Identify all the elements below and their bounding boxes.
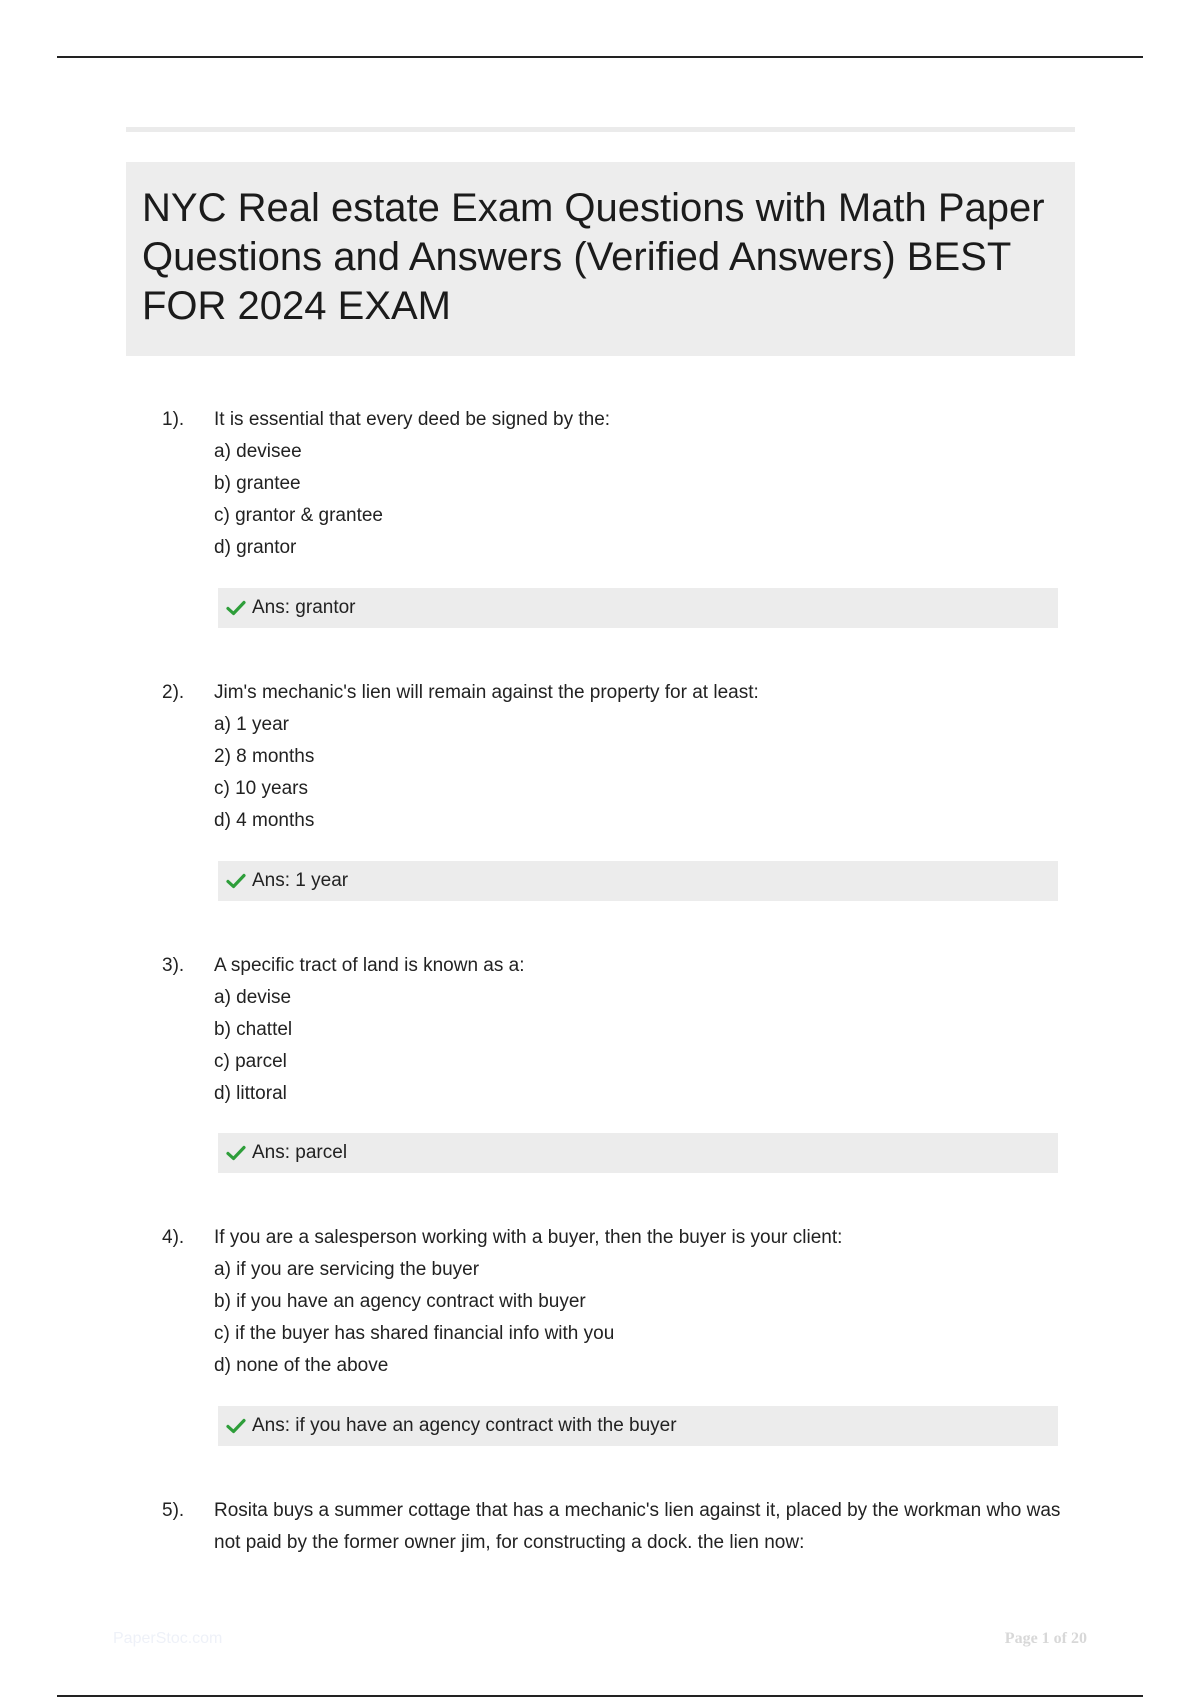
question-text: It is essential that every deed be signed by the: [214, 409, 611, 430]
question-number: 2). [162, 682, 185, 703]
question-body [214, 1499, 1074, 1559]
question-number: 4). [162, 1227, 185, 1248]
question-text: A specific tract of land is known as a: [214, 955, 525, 976]
option-b: b) if you have an agency contract with buyer [214, 1291, 586, 1312]
answer-box-2 [218, 861, 1058, 901]
option-a: a) if you are servicing the buyer [214, 1259, 480, 1280]
option-d: d) none of the above [214, 1355, 389, 1376]
question-text: Rosita buys a summer cottage that has a mechanic's lien against it, placed by the workman who was not paid by the former owner jim, for constructing a dock. the lien now: [214, 1500, 1061, 1553]
option-d: d) 4 months [214, 810, 315, 831]
option-b: b) chattel [214, 1019, 293, 1040]
option-a: a) 1 year [214, 714, 289, 735]
answer-text: Ans: parcel [252, 1142, 348, 1163]
check-icon [226, 1418, 246, 1434]
page-number: Page 1 of 20 [1004, 1630, 1087, 1647]
option-c: c) if the buyer has shared financial info with you [214, 1323, 615, 1344]
question-body [214, 954, 1074, 1110]
check-icon [226, 1145, 246, 1161]
question-text: Jim's mechanic's lien will remain against the property for at least: [214, 682, 759, 703]
option-d: d) littoral [214, 1083, 287, 1104]
option-c: c) grantor & grantee [214, 505, 383, 526]
answer-box-1 [218, 588, 1058, 628]
question-body [214, 408, 1074, 564]
answer-text: Ans: if you have an agency contract with the buyer [252, 1415, 677, 1436]
question-text: If you are a salesperson working with a buyer, then the buyer is your client: [214, 1227, 843, 1248]
option-b: b) grantee [214, 473, 301, 494]
question-number: 5). [162, 1500, 185, 1521]
option-c: c) 10 years [214, 778, 308, 799]
watermark-text: PaperStoc.com [113, 1630, 223, 1647]
check-icon [226, 600, 246, 616]
question-body [214, 681, 1074, 837]
answer-text: Ans: 1 year [252, 870, 349, 891]
option-c: c) parcel [214, 1051, 287, 1072]
answer-text: Ans: grantor [252, 597, 356, 618]
bottom-rule [57, 1695, 1143, 1697]
question-number: 1). [162, 409, 185, 430]
check-icon [226, 873, 246, 889]
answer-box-3 [218, 1133, 1058, 1173]
question-number: 3). [162, 955, 185, 976]
answer-box-4 [218, 1406, 1058, 1446]
document-title: NYC Real estate Exam Questions with Math Paper Questions and Answers (Verified Answers) BEST FOR 2024 EXAM [142, 186, 1045, 328]
option-b: 2) 8 months [214, 746, 315, 767]
option-a: a) devise [214, 987, 292, 1008]
question-body [214, 1226, 1074, 1382]
option-d: d) grantor [214, 537, 297, 558]
option-a: a) devisee [214, 441, 302, 462]
